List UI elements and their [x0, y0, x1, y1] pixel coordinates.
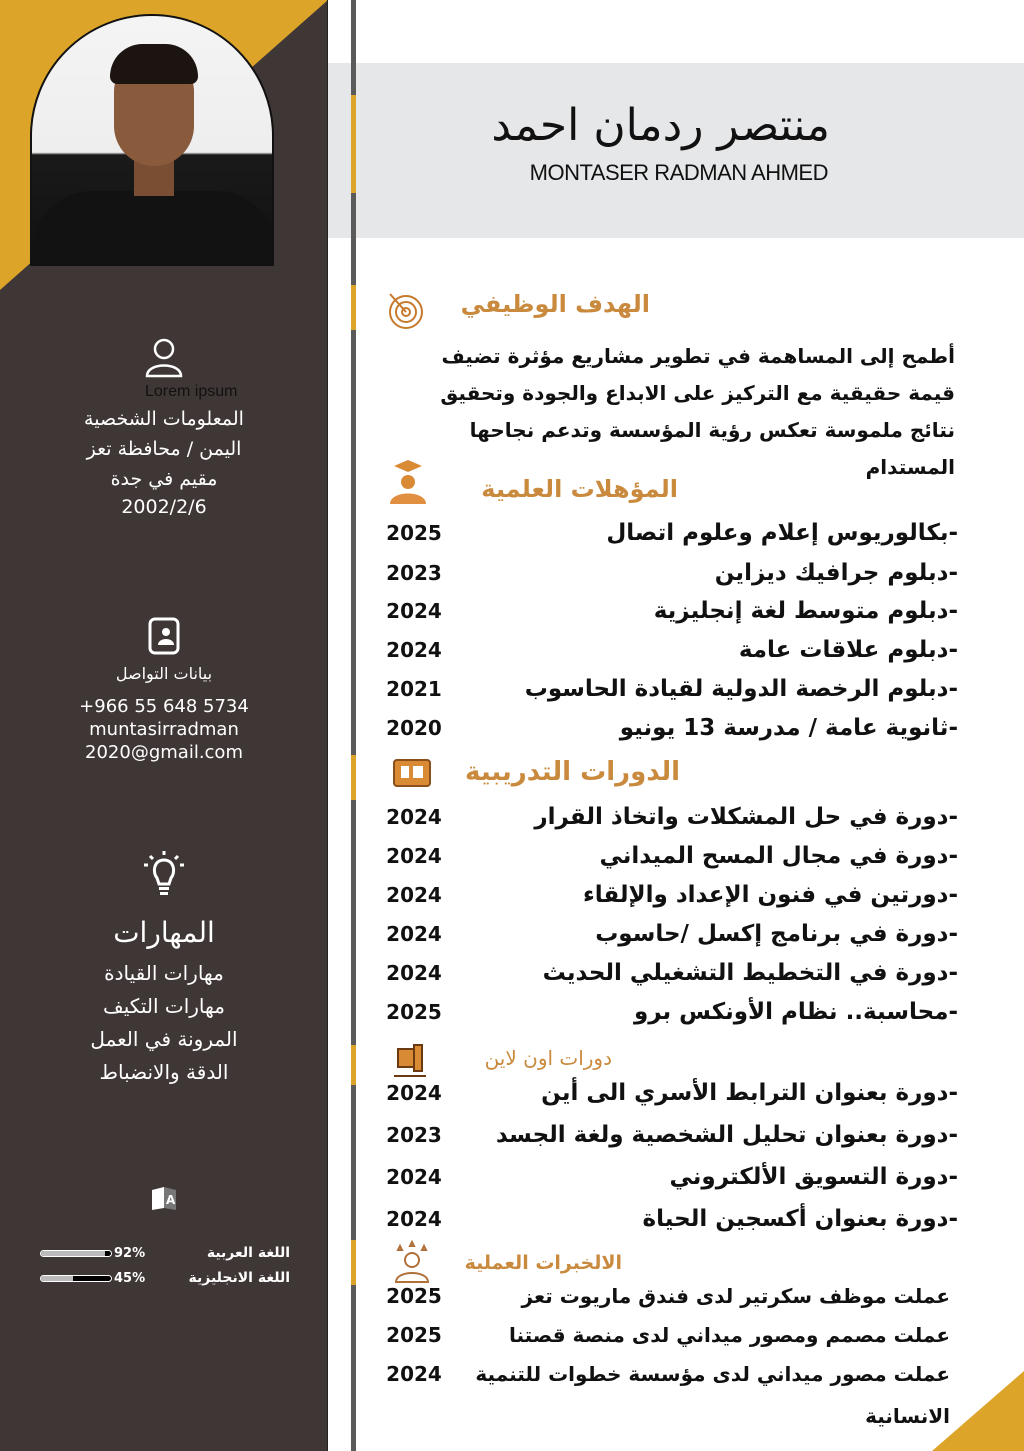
entry-text: -دورة بعنوان الترابط الأسري الى أين: [541, 1080, 958, 1106]
target-icon: [384, 290, 428, 338]
entry-text: -دورة بعنوان أكسجين الحياة: [642, 1206, 958, 1232]
sidebar: [0, 0, 328, 1451]
entry-text: -ثانوية عامة / مدرسة 13 يونيو: [619, 715, 958, 741]
language-level-bar: [40, 1275, 112, 1282]
entry-year: 2025: [386, 1284, 442, 1308]
qualification-row: [370, 671, 960, 707]
language-row-english: [40, 1268, 290, 1288]
contact-book-icon: [0, 617, 328, 659]
name-english: MONTASER RADMAN AHMED: [529, 160, 828, 185]
language-percent: 45%: [114, 1270, 146, 1286]
accent-segment: [351, 285, 356, 330]
qualification-row: [370, 710, 960, 746]
objective-line: أطمح إلى المساهمة في تطوير مشاريع مؤثرة تضيف: [441, 344, 955, 368]
entry-year: 2024: [386, 1081, 442, 1105]
accent-segment: [351, 755, 356, 800]
entry-text: عملت موظف سكرتير لدى فندق ماريوت تعز: [521, 1284, 950, 1308]
personal-residence: مقيم في جدة: [110, 468, 218, 490]
accent-segment: [351, 1240, 356, 1285]
entry-text: -دورة بعنوان تحليل الشخصية ولغة الجسد: [495, 1122, 958, 1148]
entry-year: 2020: [386, 716, 442, 740]
experience-title: الالخبرات العملية: [464, 1252, 622, 1274]
training-title: الدورات التدريبية: [465, 757, 680, 787]
objective-title: الهدف الوظيفي: [460, 290, 650, 318]
language-row-arabic: [40, 1243, 290, 1263]
entry-year: 2025: [386, 1323, 442, 1347]
vertical-divider: [351, 0, 356, 1451]
placeholder-overlay-text: Lorem ipsum: [145, 383, 238, 400]
contact-title: بيانات التواصل: [115, 664, 213, 683]
entry-year: 2021: [386, 677, 442, 701]
entry-text: عملت مصور ميداني لدى مؤسسة خطوات للتنمية: [475, 1362, 950, 1386]
training-course-row: [370, 838, 960, 874]
entry-year: 2024: [386, 883, 442, 907]
contact-email-line1[interactable]: muntasirradman: [89, 719, 239, 740]
training-course-row: [370, 799, 960, 835]
laptop-book-icon: [390, 757, 434, 799]
entry-year: 2024: [386, 1165, 442, 1189]
skill-item: الدقة والانضباط: [99, 1060, 229, 1084]
language-name: اللغة العربية: [206, 1245, 290, 1261]
svg-text:A: A: [166, 1193, 176, 1207]
entry-year: 2023: [386, 1123, 442, 1147]
entry-year: 2023: [386, 561, 442, 585]
training-course-row: [370, 916, 960, 952]
graduate-icon: [386, 460, 430, 516]
entry-text: -دبلوم الرخصة الدولية لقيادة الحاسوب: [524, 676, 958, 702]
training-course-row: [370, 994, 960, 1030]
language-percent: 92%: [114, 1245, 146, 1261]
qualifications-title: المؤهلات العلمية: [481, 475, 678, 503]
objective-line: نتائج ملموسة تعكس رؤية المؤسسة وتدعم نجاحها: [469, 418, 955, 442]
experience-row: [370, 1278, 960, 1314]
objective-line: المستدام: [865, 455, 955, 479]
entry-text: -دورة في مجال المسح الميداني: [599, 843, 958, 869]
personal-info-title: المعلومات الشخصية: [84, 408, 244, 430]
entry-year: 2025: [386, 1000, 442, 1024]
entry-text: -بكالوريوس إعلام وعلوم اتصال: [606, 520, 958, 546]
training-course-row: [370, 877, 960, 913]
entry-year: 2024: [386, 1207, 442, 1231]
entry-text: -دورة التسويق الألكتروني: [669, 1164, 958, 1190]
profile-photo: [30, 14, 274, 266]
entry-text: -محاسبة.. نظام الأونكس برو: [633, 999, 958, 1025]
user-icon: [0, 336, 328, 387]
skills-title: المهارات: [113, 916, 215, 949]
lightbulb-icon: [0, 850, 328, 904]
language-name: اللغة الانجليزية: [188, 1270, 290, 1286]
qualification-row: [370, 555, 960, 591]
entry-year: 2024: [386, 1362, 442, 1386]
entry-text: -دورة في التخطيط التشغيلي الحديث: [542, 960, 958, 986]
experience-line-continuation: الانسانية: [865, 1404, 950, 1428]
language-level-bar: [40, 1250, 112, 1257]
entry-text: -دورة في برنامج إكسل /حاسوب: [595, 921, 958, 947]
accent-segment: [351, 95, 356, 193]
online-course-row: [370, 1201, 960, 1237]
entry-text: عملت مصمم ومصور ميداني لدى منصة قصتنا: [508, 1323, 950, 1347]
contact-phone[interactable]: +966 55 648 5734: [79, 696, 249, 717]
objective-line: قيمة حقيقية مع التركيز على الابداع والجودة وتحقيق: [440, 381, 955, 405]
entry-text: -دبلوم علاقات عامة: [738, 637, 958, 663]
qualification-row: [370, 593, 960, 629]
online-course-row: [370, 1159, 960, 1195]
entry-text: -دورة في حل المشكلات واتخاذ القرار: [534, 804, 958, 830]
skill-item: المرونة في العمل: [90, 1027, 238, 1051]
accent-segment: [351, 1045, 356, 1085]
entry-year: 2024: [386, 922, 442, 946]
entry-year: 2024: [386, 599, 442, 623]
skill-item: مهارات التكيف: [103, 994, 225, 1018]
entry-year: 2024: [386, 961, 442, 985]
entry-year: 2024: [386, 638, 442, 662]
contact-email-line2[interactable]: 2020@gmail.com: [85, 742, 243, 763]
personal-location: اليمن / محافظة تعز: [86, 438, 242, 460]
online-course-row: [370, 1075, 960, 1111]
online-course-row: [370, 1117, 960, 1153]
personal-birthdate: 2002/2/6: [121, 496, 207, 518]
qualification-row: [370, 632, 960, 668]
entry-text: -دورتين في فنون الإعداد والإلقاء: [582, 882, 958, 908]
qualification-row: [370, 515, 960, 551]
entry-year: 2024: [386, 844, 442, 868]
entry-year: 2025: [386, 521, 442, 545]
skill-item: مهارات القيادة: [104, 961, 224, 985]
training-course-row: [370, 955, 960, 991]
name-arabic: منتصر ردمان احمد: [491, 100, 830, 151]
experience-row: [370, 1317, 960, 1353]
entry-text: -دبلوم جرافيك ديزاين: [714, 560, 958, 586]
entry-year: 2024: [386, 805, 442, 829]
language-icon: [0, 1184, 328, 1216]
entry-text: -دبلوم متوسط لغة إنجليزية: [653, 598, 958, 624]
experience-row: [370, 1356, 960, 1392]
online-courses-title: دورات اون لاين: [484, 1046, 612, 1070]
